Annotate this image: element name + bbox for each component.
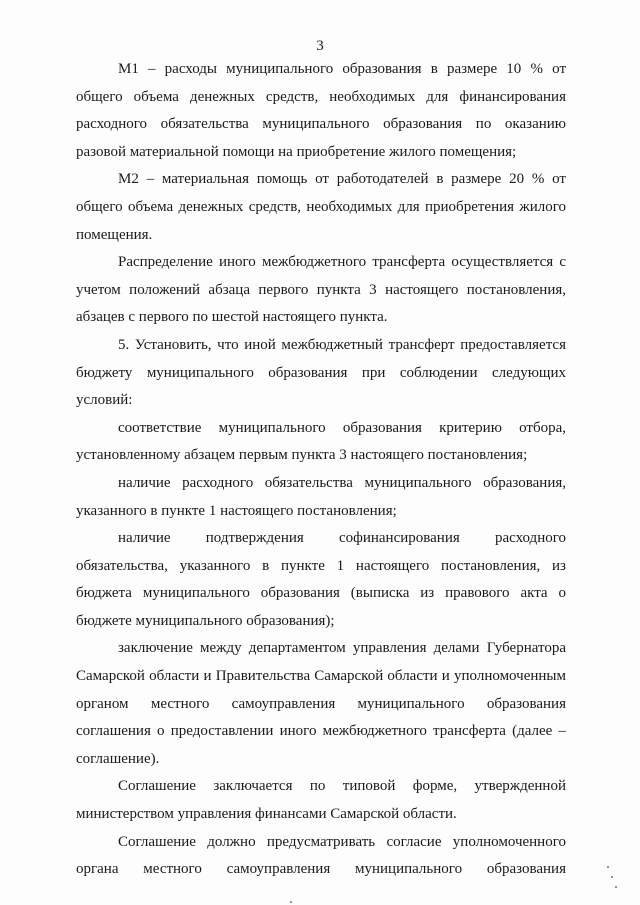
paragraph-item-5-conditions: 5. Установить, что иной межбюджетный трансферт предоставляется бюджету муниципального образования при соблюдении следующих условий:	[76, 336, 566, 409]
page-number: 3	[316, 38, 324, 54]
paragraph-transfer-distribution: Распределение иного межбюджетного трансферта осуществляется с учетом положений абзаца первого пункта 3 настоящего постановления, абзацев с первого по шестой настоящего пункта.	[76, 254, 566, 326]
paragraph-agreement-form: Соглашение заключается по типовой форме, утвержденной министерством управления финансами Самарской области.	[76, 778, 566, 823]
paragraph-agreement-consent: Соглашение должно предусматривать согласие уполномоченного органа местного самоуправления муниципального образования	[76, 833, 566, 878]
paragraph-condition-criterion: соответствие муниципального образования критерию отбора, установленному абзацем первым пункта 3 настоящего постановления;	[76, 419, 566, 464]
paragraph-condition-obligation: наличие расходного обязательства муниципального образования, указанного в пункте 1 настоящего постановления;	[76, 474, 566, 519]
scan-speck	[607, 866, 609, 868]
scan-speck	[290, 901, 292, 903]
scan-speck	[611, 876, 613, 878]
scan-speck	[615, 886, 617, 888]
paragraph-m2-definition: М2 – материальная помощь от работодателей в размере 20 % от общего объема денежных средств, необходимых для приобретения жилого помещения.	[76, 171, 566, 243]
paragraph-condition-agreement: заключение между департаментом управления делами Губернатора Самарской области и Правительства Самарской области и уполномоченным органом местного самоуправления муниципального образования соглашения о предоставлении иного межбюджетного трансферта (далее – соглашение).	[76, 640, 566, 767]
document-body	[76, 56, 566, 884]
paragraph-condition-cofinancing: наличие подтверждения софинансирования расходного обязательства, указанного в пункте 1 настоящего постановления, из бюджета муниципального образования (выписка из правового акта о бюджете муниципального образования);	[76, 530, 566, 629]
paragraph-m1-definition: М1 – расходы муниципального образования в размере 10 % от общего объема денежных средств, необходимых для финансирования расходного обязательства муниципального образования по оказанию разовой материальной помощи на приобретение жилого помещения;	[76, 61, 566, 160]
